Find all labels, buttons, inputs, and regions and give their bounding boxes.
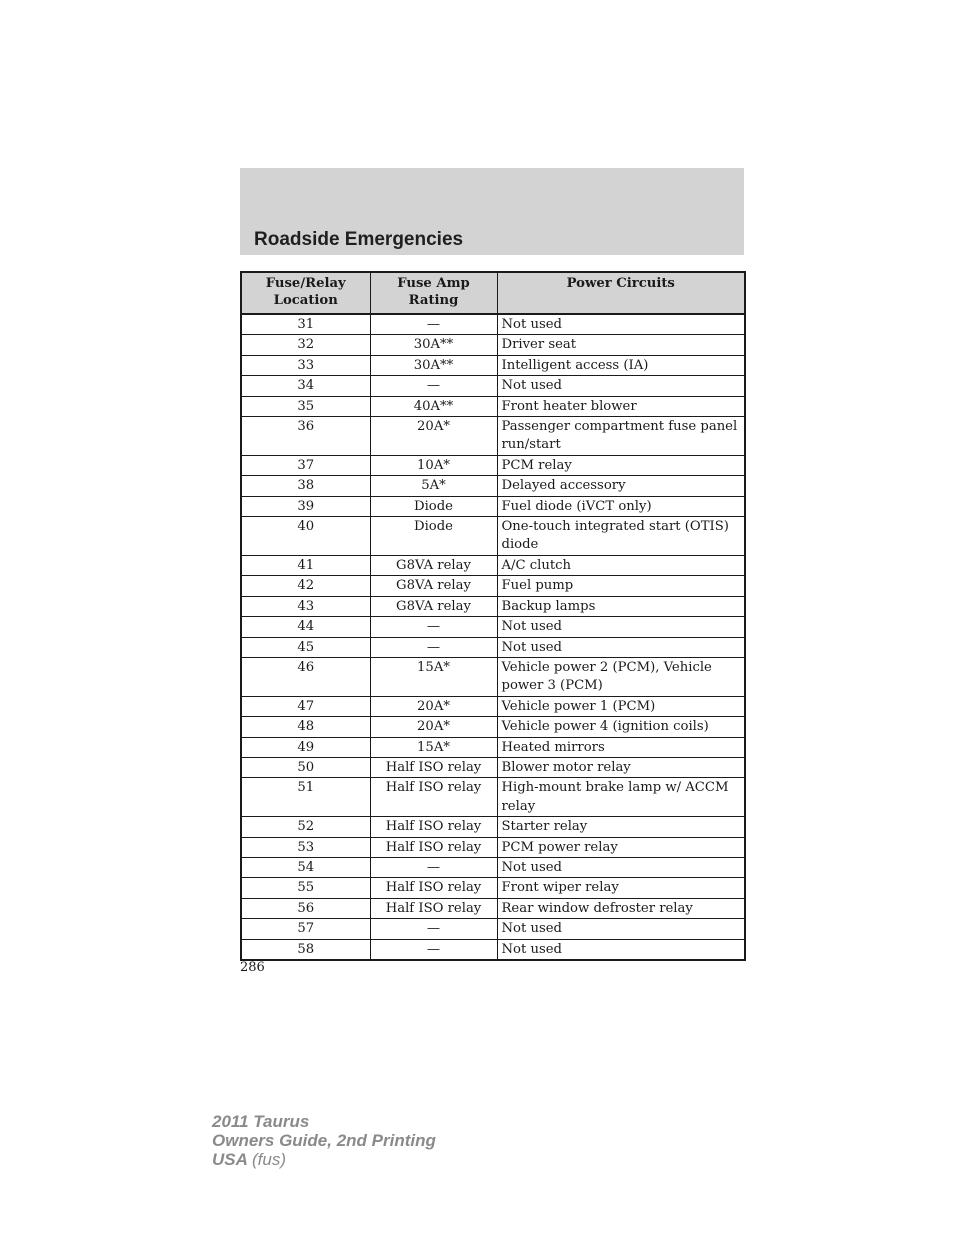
footer-region-code: (fus) bbox=[252, 1150, 286, 1169]
cell-location: 39 bbox=[241, 496, 370, 516]
table-row bbox=[241, 496, 745, 516]
cell-amp-rating: G8VA relay bbox=[370, 596, 497, 616]
table-row bbox=[241, 717, 745, 737]
cell-amp-rating: 20A* bbox=[370, 696, 497, 716]
cell-power-circuit: Driver seat bbox=[497, 335, 745, 355]
cell-power-circuit: Rear window defroster relay bbox=[497, 898, 745, 918]
cell-amp-rating: 5A* bbox=[370, 476, 497, 496]
cell-location: 32 bbox=[241, 335, 370, 355]
cell-amp-rating: — bbox=[370, 857, 497, 877]
cell-amp-rating: — bbox=[370, 637, 497, 657]
footer-line-model: 2011 Taurus bbox=[212, 1112, 310, 1131]
cell-location: 47 bbox=[241, 696, 370, 716]
cell-location: 53 bbox=[241, 837, 370, 857]
cell-amp-rating: 20A* bbox=[370, 417, 497, 456]
cell-power-circuit: Blower motor relay bbox=[497, 757, 745, 777]
cell-power-circuit: A/C clutch bbox=[497, 555, 745, 575]
table-row bbox=[241, 314, 745, 335]
header-fuse-relay-location: Fuse/Relay Location bbox=[241, 272, 370, 314]
table-row bbox=[241, 837, 745, 857]
cell-location: 57 bbox=[241, 919, 370, 939]
cell-power-circuit: Front heater blower bbox=[497, 396, 745, 416]
table-row bbox=[241, 757, 745, 777]
fuse-table bbox=[240, 271, 746, 961]
cell-location: 54 bbox=[241, 857, 370, 877]
cell-amp-rating: G8VA relay bbox=[370, 576, 497, 596]
cell-location: 50 bbox=[241, 757, 370, 777]
footer-line-region bbox=[212, 1150, 436, 1169]
cell-amp-rating: — bbox=[370, 376, 497, 396]
cell-location: 38 bbox=[241, 476, 370, 496]
cell-power-circuit: High-mount brake lamp w/ ACCM relay bbox=[497, 778, 745, 817]
cell-power-circuit: Not used bbox=[497, 637, 745, 657]
header-power-circuits: Power Circuits bbox=[497, 272, 745, 314]
cell-location: 48 bbox=[241, 717, 370, 737]
table-row bbox=[241, 637, 745, 657]
cell-power-circuit: Vehicle power 2 (PCM), Vehicle power 3 (PCM) bbox=[497, 657, 745, 696]
table-row bbox=[241, 517, 745, 556]
cell-amp-rating: Diode bbox=[370, 517, 497, 556]
cell-amp-rating: 40A** bbox=[370, 396, 497, 416]
page-number: 286 bbox=[240, 960, 265, 975]
table-row bbox=[241, 696, 745, 716]
cell-power-circuit: Heated mirrors bbox=[497, 737, 745, 757]
cell-amp-rating: — bbox=[370, 314, 497, 335]
cell-location: 33 bbox=[241, 355, 370, 375]
table-row bbox=[241, 617, 745, 637]
table-row bbox=[241, 898, 745, 918]
cell-location: 34 bbox=[241, 376, 370, 396]
table-row bbox=[241, 555, 745, 575]
table-row bbox=[241, 778, 745, 817]
cell-power-circuit: Front wiper relay bbox=[497, 878, 745, 898]
cell-location: 45 bbox=[241, 637, 370, 657]
cell-power-circuit: Not used bbox=[497, 939, 745, 960]
fuse-table-header bbox=[241, 272, 745, 314]
cell-amp-rating: Half ISO relay bbox=[370, 837, 497, 857]
cell-power-circuit: Fuel diode (iVCT only) bbox=[497, 496, 745, 516]
cell-power-circuit: Delayed accessory bbox=[497, 476, 745, 496]
cell-amp-rating: 30A** bbox=[370, 355, 497, 375]
table-row bbox=[241, 355, 745, 375]
table-row bbox=[241, 817, 745, 837]
cell-power-circuit: Not used bbox=[497, 376, 745, 396]
cell-power-circuit: Intelligent access (IA) bbox=[497, 355, 745, 375]
cell-amp-rating: Diode bbox=[370, 496, 497, 516]
cell-location: 49 bbox=[241, 737, 370, 757]
cell-amp-rating: — bbox=[370, 617, 497, 637]
table-row bbox=[241, 455, 745, 475]
cell-amp-rating: 20A* bbox=[370, 717, 497, 737]
cell-amp-rating: 30A** bbox=[370, 335, 497, 355]
cell-location: 37 bbox=[241, 455, 370, 475]
cell-location: 31 bbox=[241, 314, 370, 335]
header-fuse-amp-rating: Fuse Amp Rating bbox=[370, 272, 497, 314]
cell-amp-rating: Half ISO relay bbox=[370, 778, 497, 817]
cell-amp-rating: — bbox=[370, 939, 497, 960]
cell-location: 46 bbox=[241, 657, 370, 696]
cell-power-circuit: Not used bbox=[497, 314, 745, 335]
cell-location: 36 bbox=[241, 417, 370, 456]
header-row bbox=[241, 272, 745, 314]
cell-power-circuit: Vehicle power 4 (ignition coils) bbox=[497, 717, 745, 737]
cell-amp-rating: 15A* bbox=[370, 657, 497, 696]
table-row bbox=[241, 576, 745, 596]
table-row bbox=[241, 878, 745, 898]
cell-power-circuit: Backup lamps bbox=[497, 596, 745, 616]
section-header-band bbox=[240, 168, 744, 255]
table-row bbox=[241, 657, 745, 696]
cell-amp-rating: Half ISO relay bbox=[370, 898, 497, 918]
cell-amp-rating: Half ISO relay bbox=[370, 757, 497, 777]
publication-footer bbox=[212, 1112, 436, 1169]
cell-power-circuit: Passenger compartment fuse panel run/start bbox=[497, 417, 745, 456]
cell-location: 51 bbox=[241, 778, 370, 817]
table-row bbox=[241, 335, 745, 355]
table-row bbox=[241, 376, 745, 396]
cell-power-circuit: PCM power relay bbox=[497, 837, 745, 857]
cell-amp-rating: Half ISO relay bbox=[370, 878, 497, 898]
table-row bbox=[241, 396, 745, 416]
cell-location: 43 bbox=[241, 596, 370, 616]
table-row bbox=[241, 857, 745, 877]
cell-amp-rating: 10A* bbox=[370, 455, 497, 475]
section-title: Roadside Emergencies bbox=[254, 229, 464, 250]
cell-location: 44 bbox=[241, 617, 370, 637]
cell-location: 42 bbox=[241, 576, 370, 596]
table-row bbox=[241, 476, 745, 496]
cell-amp-rating: Half ISO relay bbox=[370, 817, 497, 837]
cell-amp-rating: — bbox=[370, 919, 497, 939]
cell-power-circuit: PCM relay bbox=[497, 455, 745, 475]
fuse-table-body bbox=[241, 314, 745, 960]
cell-location: 52 bbox=[241, 817, 370, 837]
table-row bbox=[241, 939, 745, 960]
footer-line-guide: Owners Guide, 2nd Printing bbox=[212, 1131, 436, 1150]
cell-power-circuit: Fuel pump bbox=[497, 576, 745, 596]
cell-power-circuit: Not used bbox=[497, 617, 745, 637]
table-row bbox=[241, 737, 745, 757]
cell-power-circuit: Not used bbox=[497, 919, 745, 939]
table-row bbox=[241, 596, 745, 616]
cell-location: 58 bbox=[241, 939, 370, 960]
cell-amp-rating: 15A* bbox=[370, 737, 497, 757]
cell-power-circuit: Not used bbox=[497, 857, 745, 877]
cell-location: 40 bbox=[241, 517, 370, 556]
cell-location: 35 bbox=[241, 396, 370, 416]
cell-location: 41 bbox=[241, 555, 370, 575]
footer-region: USA bbox=[212, 1150, 248, 1169]
cell-amp-rating: G8VA relay bbox=[370, 555, 497, 575]
cell-power-circuit: Vehicle power 1 (PCM) bbox=[497, 696, 745, 716]
cell-power-circuit: Starter relay bbox=[497, 817, 745, 837]
table-row bbox=[241, 919, 745, 939]
cell-location: 55 bbox=[241, 878, 370, 898]
cell-power-circuit: One-touch integrated start (OTIS) diode bbox=[497, 517, 745, 556]
table-row bbox=[241, 417, 745, 456]
cell-location: 56 bbox=[241, 898, 370, 918]
